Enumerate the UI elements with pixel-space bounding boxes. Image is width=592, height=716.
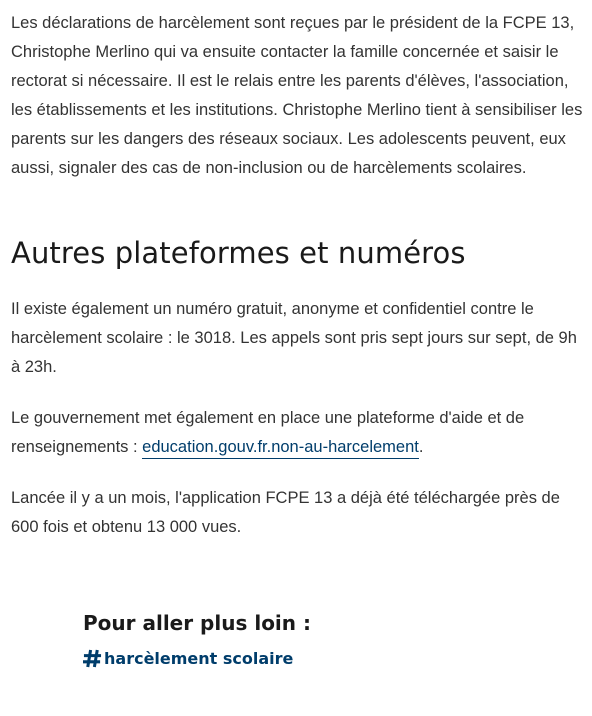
- further-reading-title: Pour aller plus loin :: [83, 611, 311, 635]
- section-heading: Autres plateformes et numéros: [11, 236, 466, 270]
- hashtag-icon: [83, 649, 102, 668]
- paragraph-platform-prefix: Le gouvernement met également en place une plateforme d'aide et de renseignements :: [11, 409, 525, 456]
- paragraph-platform: [11, 404, 585, 462]
- further-reading-box: [83, 605, 311, 673]
- tag-link-harcelement[interactable]: [83, 649, 293, 668]
- paragraph-platform-suffix: .: [418, 438, 424, 456]
- article-body: [11, 0, 585, 542]
- paragraph-reporting: Les déclarations de harcèlement sont reçues par le président de la FCPE 13, Christophe Merlino qui va ensuite contacter la famille concernée et saisir le rectorat si nécessaire. Il est le relais entre les parents d'élèves, l'association, les établissements et les institutions. Christophe Merlino tient à sensibiliser les parents sur les dangers des réseaux sociaux. Les adolescents peuvent, eux aussi, signaler des cas de non-inclusion ou de harcèlements scolaires.: [11, 14, 583, 177]
- paragraph-hotline: Il existe également un numéro gratuit, anonyme et confidentiel contre le harcèlement scolaire : le 3018. Les appels sont pris sept jours sur sept, de 9h à 23h.: [11, 300, 577, 376]
- paragraph-app: Lancée il y a un mois, l'application FCPE 13 a déjà été téléchargée près de 600 fois et obtenu 13 000 vues.: [11, 489, 560, 536]
- platform-link[interactable]: education.gouv.fr.non-au-harcelement: [142, 438, 419, 459]
- tag-label: harcèlement scolaire: [104, 649, 294, 668]
